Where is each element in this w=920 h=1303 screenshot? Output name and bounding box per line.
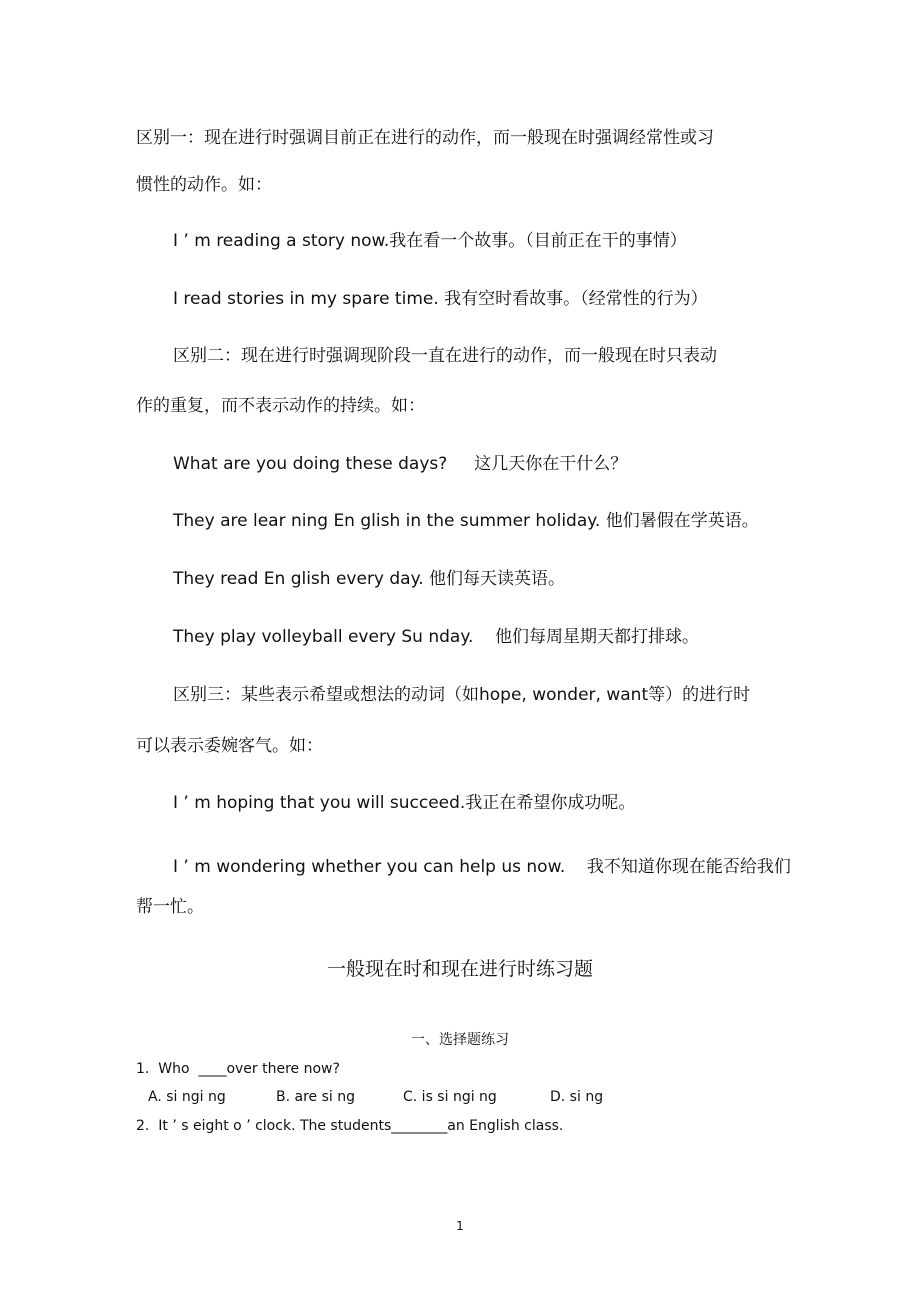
diff3-line2: 可以表示委婉客气。如： — [136, 736, 323, 756]
question-2: 2. It ’ s eight o ’ clock. The students________an English class. — [136, 1118, 564, 1134]
example-4: They are lear ning En glish in the summer holiday. 他们暑假在学英语。 — [173, 511, 759, 531]
q1-option-d: D. si ng — [550, 1089, 604, 1105]
q1-option-c: C. is si ngi ng — [403, 1089, 497, 1105]
exercise-title: 一般现在时和现在进行时练习题 — [326, 958, 593, 980]
example-5: They read En glish every day. 他们每天读英语。 — [173, 569, 566, 589]
q1-option-a: A. si ngi ng — [148, 1089, 226, 1105]
diff2-line2: 作的重复，而不表示动作的持续。如： — [136, 396, 425, 416]
q1-option-b: B. are si ng — [276, 1089, 355, 1105]
example-8-line1: I ’ m wondering whether you can help us now. 我不知道你现在能否给我们 — [173, 857, 791, 877]
example-6: They play volleyball every Su nday. 他们每周星期天都打排球。 — [173, 627, 700, 647]
example-1: I ’ m reading a story now.我在看一个故事。（目前正在干的事情） — [173, 231, 687, 251]
example-8-line2: 帮一忙。 — [136, 897, 204, 917]
diff1-line2: 惯性的动作。如： — [136, 175, 272, 195]
example-7: I ’ m hoping that you will succeed.我正在希望你成功呢。 — [173, 793, 636, 813]
diff3-line1: 区别三：某些表示希望或想法的动词（如hope, wonder, want等）的进行时 — [173, 685, 751, 705]
diff2-line1: 区别二：现在进行时强调现阶段一直在进行的动作，而一般现在时只表动 — [173, 346, 717, 366]
diff1-line1: 区别一：现在进行时强调目前正在进行的动作，而一般现在时强调经常性或习 — [136, 128, 714, 148]
example-3: What are you doing these days? 这几天你在干什么？ — [173, 454, 628, 474]
page-number: 1 — [456, 1219, 464, 1233]
section-heading: 一、选择题练习 — [411, 1032, 509, 1048]
example-2: I read stories in my spare time. 我有空时看故事。（经常性的行为） — [173, 289, 708, 309]
question-1: 1. Who ____over there now? — [136, 1061, 340, 1077]
